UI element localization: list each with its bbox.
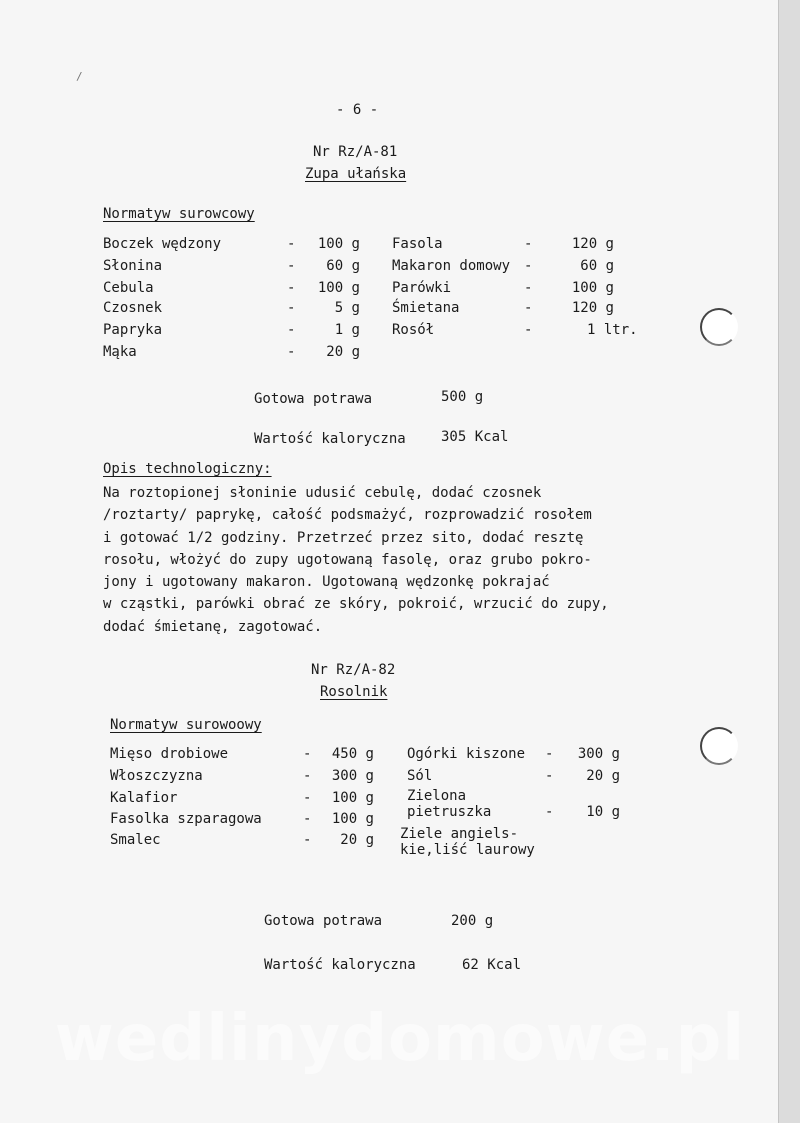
ingredient-amount: 120 g xyxy=(571,300,614,316)
ingredient-name: Cebula xyxy=(103,280,154,296)
ingredient-dash: - xyxy=(303,811,312,827)
punch-hole xyxy=(700,727,738,765)
ingredient-name: Słonina xyxy=(103,258,163,274)
ingredient-amount: 450 g xyxy=(331,746,374,762)
ingredient-amount: 100 g xyxy=(317,280,360,296)
ingredient-dash: - xyxy=(524,322,533,338)
ingredient-name: Papryka xyxy=(103,322,163,338)
ingredient-amount: 100 g xyxy=(571,280,614,296)
ingredient-name: Ogórki kiszone xyxy=(407,746,526,762)
ready-dish-value: 200 g xyxy=(451,913,494,929)
ingredient-name: Śmietana xyxy=(392,300,460,316)
description-line: rosołu, włożyć do zupy ugotowaną fasolę, oraz grubo pokro- xyxy=(103,551,592,568)
punch-hole xyxy=(700,308,738,346)
ingredient-amount: 300 g xyxy=(331,768,374,784)
description-paragraph xyxy=(103,482,663,638)
ingredient-dash: - xyxy=(287,344,296,360)
ingredient-name: Sól xyxy=(407,768,433,784)
ingredient-dash: - xyxy=(524,258,533,274)
calorie-label: Wartość kaloryczna xyxy=(254,431,406,447)
ingredient-dash: - xyxy=(287,300,296,316)
ingredient-amount: 100 g xyxy=(317,236,360,252)
ingredient-amount: 20 g xyxy=(586,768,620,784)
section-heading-norms: Normatyw surowoowy xyxy=(110,717,262,733)
ingredient-dash: - xyxy=(287,280,296,296)
ingredient-amount: 1 ltr. xyxy=(587,322,638,338)
ingredient-name: Rosół xyxy=(392,322,435,338)
description-line: dodać śmietanę, zagotować. xyxy=(103,618,323,635)
ingredient-dash: - xyxy=(545,746,554,762)
ingredient-amount: 60 g xyxy=(580,258,614,274)
ingredient-name: Mąka xyxy=(103,344,137,360)
ingredient-name: Czosnek xyxy=(103,300,163,316)
calorie-value: 62 Kcal xyxy=(462,957,522,973)
watermark: wedlinydomowe.pl xyxy=(54,1002,746,1076)
ingredient-name: Kalafior xyxy=(110,790,178,806)
ingredient-dash: - xyxy=(287,322,296,338)
ingredient-amount: 300 g xyxy=(577,746,620,762)
ingredient-name: Mięso drobiowe xyxy=(110,746,229,762)
ingredient-amount: 60 g xyxy=(326,258,360,274)
ingredient-dash: - xyxy=(303,746,312,762)
section-heading-description: Opis technologiczny: xyxy=(103,461,272,477)
description-line: jony i ugotowany makaron. Ugotowaną wędzonkę pokrajać xyxy=(103,574,550,591)
ingredient-dash: - xyxy=(545,804,554,820)
ingredient-name: Makaron domowy xyxy=(392,258,511,274)
ingredient-name: Zielona pietruszka xyxy=(407,788,492,820)
ingredient-name: Smalec xyxy=(110,832,161,848)
ingredient-amount: 100 g xyxy=(331,811,374,827)
ingredient-dash: - xyxy=(524,280,533,296)
ingredient-dash: - xyxy=(287,236,296,252)
description-line: /roztarty/ paprykę, całość podsmażyć, rozprowadzić rosołem xyxy=(103,507,592,524)
section-heading-norms: Normatyw surowcowy xyxy=(103,206,255,222)
page-number: - 6 - xyxy=(336,102,379,118)
ready-dish-label: Gotowa potrawa xyxy=(254,391,373,407)
recipe-title: Zupa ułańska xyxy=(305,166,407,182)
ingredient-amount: 10 g xyxy=(586,804,620,820)
ingredient-dash: - xyxy=(545,768,554,784)
ingredient-dash: - xyxy=(524,236,533,252)
ingredient-name: Ziele angiels- kie,liść laurowy xyxy=(400,826,535,858)
ingredient-name: Parówki xyxy=(392,280,452,296)
ingredient-amount: 20 g xyxy=(340,832,374,848)
page-edge xyxy=(778,0,800,1123)
ready-dish-value: 500 g xyxy=(441,389,484,405)
ingredient-amount: 1 g xyxy=(334,322,360,338)
ingredient-dash: - xyxy=(303,768,312,784)
recipe-code: Nr Rz/A-82 xyxy=(311,662,396,678)
calorie-value: 305 Kcal xyxy=(441,429,509,445)
ingredient-amount: 100 g xyxy=(331,790,374,806)
ready-dish-label: Gotowa potrawa xyxy=(264,913,383,929)
description-line: w cząstki, parówki obrać ze skóry, pokroić, wrzucić do zupy, xyxy=(103,596,609,613)
recipe-code: Nr Rz/A-81 xyxy=(313,144,398,160)
ingredient-name: Boczek wędzony xyxy=(103,236,222,252)
description-line: i gotować 1/2 godziny. Przetrzeć przez sito, dodać resztę xyxy=(103,529,584,546)
ingredient-amount: 120 g xyxy=(571,236,614,252)
ingredient-name: Fasolka szparagowa xyxy=(110,811,262,827)
ingredient-dash: - xyxy=(303,832,312,848)
ingredient-name: Fasola xyxy=(392,236,443,252)
ingredient-amount: 5 g xyxy=(334,300,360,316)
description-line: Na roztopionej słoninie udusić cebulę, dodać czosnek xyxy=(103,485,542,501)
calorie-label: Wartość kaloryczna xyxy=(264,957,416,973)
ingredient-dash: - xyxy=(287,258,296,274)
recipe-title: Rosolnik xyxy=(320,684,388,700)
ingredient-name: Włoszczyzna xyxy=(110,768,203,784)
ingredient-dash: - xyxy=(524,300,533,316)
ingredient-amount: 20 g xyxy=(326,344,360,360)
ingredient-dash: - xyxy=(303,790,312,806)
paper-speck: / xyxy=(76,70,83,83)
